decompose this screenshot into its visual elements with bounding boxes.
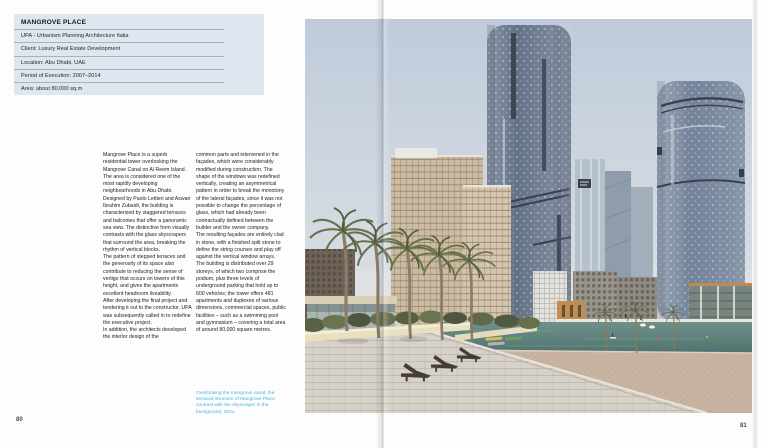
project-architect: UPA - Urbanism Planning Architecture Italia <box>21 33 129 40</box>
paragraph: The building is distributed over 29 storeys, of which two comprise the podium, plus three levels of underground parking that hold up to 600 vehicles; the tower offers 481 apartments and duplexes of various dimensions, commercial spaces, public facilities – such as a swimming pool and gymnasium – covering a total area of around 80,000 square metres. <box>196 261 286 334</box>
paragraph: The pattern of stepped terraces and the generosity of its space also contribute to reducing the sense of vertigo that occurs on towers of this height, and gives the apartments excellent headroom liveability. <box>103 254 186 297</box>
paragraph: In addition, the architects developed the interior design of the <box>103 327 187 341</box>
paragraph: After developing the final project and tendering it out to the constructor, UPA was subsequently called in to redefine the executive project. <box>103 297 192 326</box>
photo-caption: Overlooking the mangrove canal, the terraced structure of Mangrove Place contrast with the skyscraper in the background, 2021. <box>196 391 275 415</box>
paragraph: common parts and intervened in the façades, which were considerably modified during construction. The shape of the windows was redefined vertically, creating an asymmetrical pattern in order to break the monotony of the lateral façades, since it was not possible to change the percentage of glass, which had already been contractually defined between the builder and the owner company. <box>196 152 285 231</box>
project-area: Area: about 80,000 sq.m <box>21 86 83 93</box>
project-client: Client: Luxury Real Estate Development <box>21 46 121 53</box>
project-photo <box>305 19 752 413</box>
project-data-block <box>14 14 264 95</box>
page-edge <box>752 0 758 448</box>
page-number-left: 80 <box>16 417 23 423</box>
page-number-right: 81 <box>740 423 747 429</box>
project-period: Period of Execution: 2007–2014 <box>21 72 101 79</box>
body-column-1 <box>103 152 192 342</box>
body-column-2 <box>196 152 288 334</box>
paragraph: Mangrove Place is a superb residential tower overlooking the Mangrove Canal on Al Reem Island. The area is considered one of the most rapidly developing neighbourhoods in Abu Dhabi. Designed by Paolo Lettieri and Aswan Ibrahim Zubaidi, the building is characterized by staggered terraces and balconies that offer a panoramic sea view. The distinctive form visually contrasts with the glass skyscrapers that surround the area, breaking the rhythm of vertical blocks. <box>103 152 191 253</box>
paragraph: The resulting façades are entirely clad in stone, with a finished split stone to define the string courses and play off against the vertical window arrays. <box>196 232 284 261</box>
photo-scene <box>305 19 752 413</box>
project-location: Location: Abu Dhabi, UAE <box>21 59 86 66</box>
project-title: MANGROVE PLACE <box>21 18 87 26</box>
